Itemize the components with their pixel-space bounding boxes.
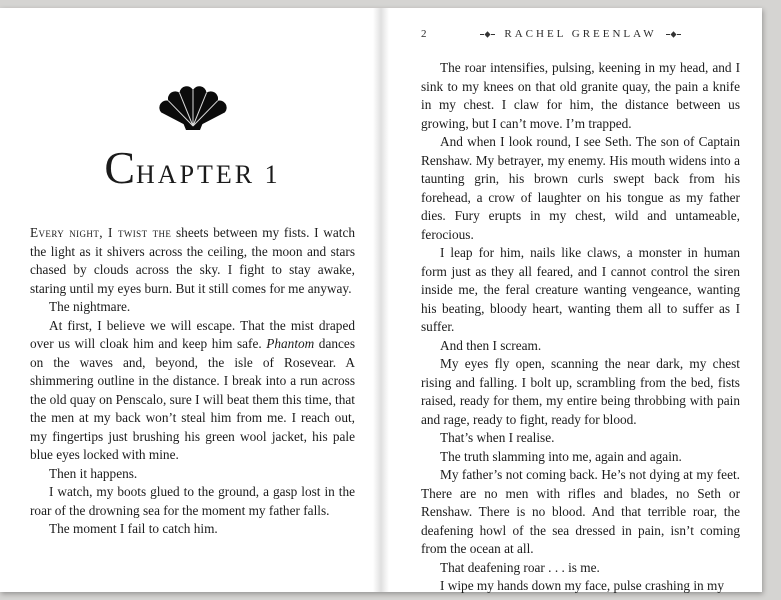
paragraph: I wipe my hands down my face, pulse crashing in my (440, 578, 724, 593)
fleuron-icon (480, 30, 495, 39)
page-left (0, 8, 381, 592)
page-right (381, 8, 762, 592)
opening-rest: sheets between my fists. I watch the light as it shivers across the ceiling, the moon and stars chased by clouds across the sky. I fight to stay awake, staring until my eyes burn. But it still comes for me anyway. (30, 225, 355, 296)
paragraph-escape-italic: Phantom (266, 336, 315, 351)
paragraph-escape-before: At first, I believe we will escape. That the mist draped over us will cloak him and keep him safe. (30, 317, 355, 351)
right-page-text (421, 59, 740, 596)
chapter-heading (30, 141, 355, 194)
paragraph: That deafening roar . . . is me. (440, 559, 600, 575)
running-head-title: RACHEL GREENLAW (504, 28, 657, 40)
scallop-shell-icon (154, 72, 232, 134)
paragraph: My eyes fly open, scanning the near dark, my chest rising and falling. I bolt up, scrambling from the bed, fists raised, ready for them, my entire being throbbing with pain and rage, ready to fight, ready for blood. (421, 356, 740, 427)
fleuron-icon (666, 30, 681, 39)
chapter-initial: C (104, 142, 137, 193)
paragraph-escape (30, 317, 355, 465)
page-number: 2 (421, 28, 427, 40)
paragraph-moment: The moment I fail to catch him. (49, 521, 218, 536)
paragraph: And then I scream. (440, 337, 542, 353)
book-spread (0, 8, 762, 592)
paragraph: I leap for him, nails like claws, a monster in human form just as they all feared, and I cannot control the siren inside me, the feral creature wanting vengeance, wanting his beating, bloody heart, wanting them all to suffer as I suffer. (421, 245, 740, 334)
opening-small-caps: Every night, I twist the (30, 225, 172, 240)
paragraph-then: Then it happens. (49, 465, 138, 481)
paragraph-nightmare: The nightmare. (49, 299, 131, 314)
chapter-number: HAPTER 1 (136, 160, 281, 189)
chapter-ornament (30, 72, 355, 139)
opening-paragraph (30, 224, 355, 298)
paragraph-escape-after: dances on the waves and, beyond, the isle of Rosevear. A shimmering outline in the distance. I break into a run across the old quay on Penscalo, sure I will beat them this time, that the men at my back won’t steal him from me. I reach out, my fingertips just brushing his green wool jacket, his pale blue eyes locked with mine. (30, 336, 355, 462)
paragraph: My father’s not coming back. He’s not dying at my feet. There are no men with rifles and blades, no Seth or Renshaw. There is no blood. And that terrible roar, the deafening howl of the sea dressed in pain, isn’t coming from the ocean at all. (421, 467, 740, 556)
running-head-center (480, 28, 680, 40)
left-page-text (30, 224, 355, 539)
paragraph: And when I look round, I see Seth. The son of Captain Renshaw. My betrayer, my enemy. His mouth widens into a taunting grin, his brown curls swept back from his forehead, a crow of laughter on his tongue as my father dies. Fury erupts in my chest, wild and untameable, ferocious. (421, 134, 740, 242)
paragraph: The truth slamming into me, again and again. (440, 448, 682, 464)
paragraph: The roar intensifies, pulsing, keening in my head, and I sink to my knees on that old granite quay, the pain a knife in my chest. I claw for him, the distance between us growing, but I can’t move. I’m trapped. (421, 60, 740, 131)
paragraph: That’s when I realise. (440, 430, 555, 445)
running-head (421, 28, 740, 43)
paragraph-watch: I watch, my boots glued to the ground, a gasp lost in the roar of the drowning sea for the moment my father falls. (30, 484, 355, 518)
